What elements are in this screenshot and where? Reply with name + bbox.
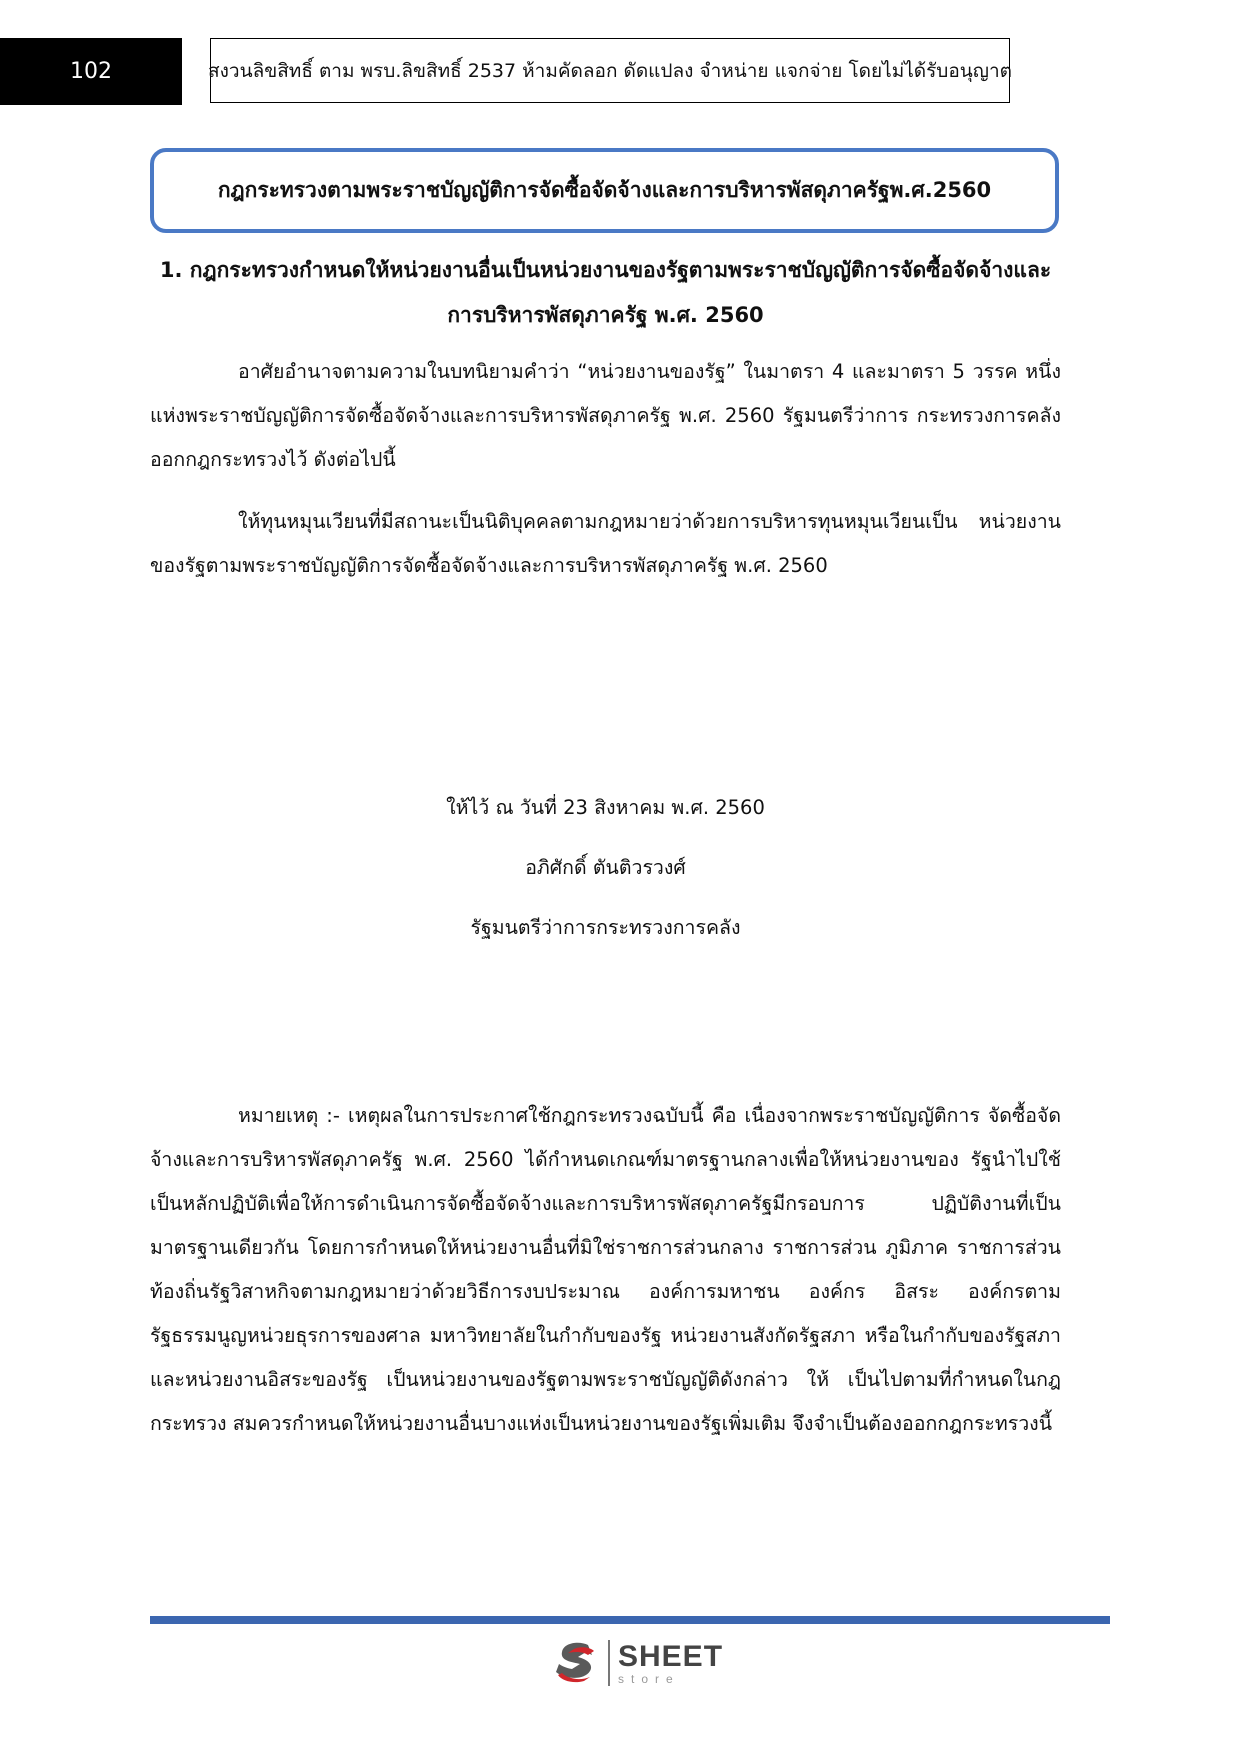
footer-rule [150,1616,1110,1624]
document-title-box [150,148,1059,233]
copyright-notice-text: สงวนลิขสิทธิ์ ตาม พรบ.ลิขสิทธิ์ 2537 ห้ามคัดลอก ดัดแปลง จำหน่าย แจกจ่าย โดยไม่ได้รับอนุญาต [208,59,1012,82]
page-number [0,38,182,105]
paragraph-remark [150,1094,1061,1446]
signature-name: อภิศักดิ์ ตันติวรวงศ์ [525,856,686,879]
paragraph-authority [150,350,1061,482]
page-number-text: 102 [70,59,112,84]
paragraph-authority-text: อาศัยอำนาจตามความในบทนิยามคำว่า “หน่วยงานของรัฐ” ในมาตรา 4 และมาตรา 5 วรรค หนึ่ง แห่งพระราชบัญญัติการจัดซื้อจัดจ้างและการบริหารพัสดุภาครัฐ พ.ศ. 2560 รัฐมนตรีว่าการ กระทรวงการคลังออกกฎกระทรวงไว้ ดังต่อไปนี้ [150,360,1061,471]
copyright-notice-box [210,38,1010,103]
document-title: กฎกระทรวงตามพระราชบัญญัติการจัดซื้อจัดจ้างและการบริหารพัสดุภาครัฐพ.ศ.2560 [217,178,992,202]
logo-subword: store [618,1671,680,1686]
sheet-store-logo-icon [550,1637,602,1689]
paragraph-provision [150,500,1061,588]
sheet-store-logo [550,1635,723,1691]
logo-text [618,1639,724,1686]
signature-position: รัฐมนตรีว่าการกระทรวงการคลัง [470,916,741,939]
logo-separator [608,1640,610,1686]
logo-word: SHEET [618,1639,724,1673]
section-heading-line-1: 1. กฎกระทรวงกำหนดให้หน่วยงานอื่นเป็นหน่วยงานของรัฐตามพระราชบัญญัติการจัดซื้อจัดจ้างและ [159,258,1052,282]
section-heading [150,248,1061,338]
paragraph-provision-text: ให้ทุนหมุนเวียนที่มีสถานะเป็นนิติบุคคลตามกฎหมายว่าด้วยการบริหารทุนหมุนเวียนเป็น หน่วยงานของรัฐตามพระราชบัญญัติการจัดซื้อจัดจ้างและการบริหารพัสดุภาครัฐ พ.ศ. 2560 [150,510,1061,577]
section-heading-line-2: การบริหารพัสดุภาครัฐ พ.ศ. 2560 [447,303,764,327]
paragraph-remark-text: หมายเหตุ :- เหตุผลในการประกาศใช้กฎกระทรวงฉบับนี้ คือ เนื่องจากพระราชบัญญัติการ จัดซื้อจัดจ้างและการบริหารพัสดุภาครัฐ พ.ศ. 2560 ได้กำหนดเกณฑ์มาตรฐานกลางเพื่อให้หน่วยงานของ รัฐนำไปใช้เป็นหลักปฏิบัติเพื่อให้การดำเนินการจัดซื้อจัดจ้างและการบริหารพัสดุภาครัฐมีกรอบการ ปฏิบัติงานที่เป็นมาตรฐานเดียวกัน โดยการกำหนดให้หน่วยงานอื่นที่มิใช่ราชการส่วนกลาง ราชการส่วน ภูมิภาค ราชการส่วนท้องถิ่นรัฐวิสาหกิจตามกฎหมายว่าด้วยวิธีการงบประมาณ องค์การมหาชน องค์กร อิสระ องค์กรตามรัฐธรรมนูญหน่วยธุรการของศาล มหาวิทยาลัยในกำกับของรัฐ หน่วยงานสังกัดรัฐสภา หรือในกำกับของรัฐสภาและหน่วยงานอิสระของรัฐ เป็นหน่วยงานของรัฐตามพระราชบัญญัติดังกล่าว ให้ เป็นไปตามที่กำหนดในกฎกระทรวง สมควรกำหนดให้หน่วยงานอื่นบางแห่งเป็นหน่วยงานของรัฐเพิ่มเติม จึงจำเป็นต้องออกกฎกระทรวงนี้ [150,1104,1061,1435]
signature-date: ให้ไว้ ณ วันที่ 23 สิงหาคม พ.ศ. 2560 [446,796,765,819]
